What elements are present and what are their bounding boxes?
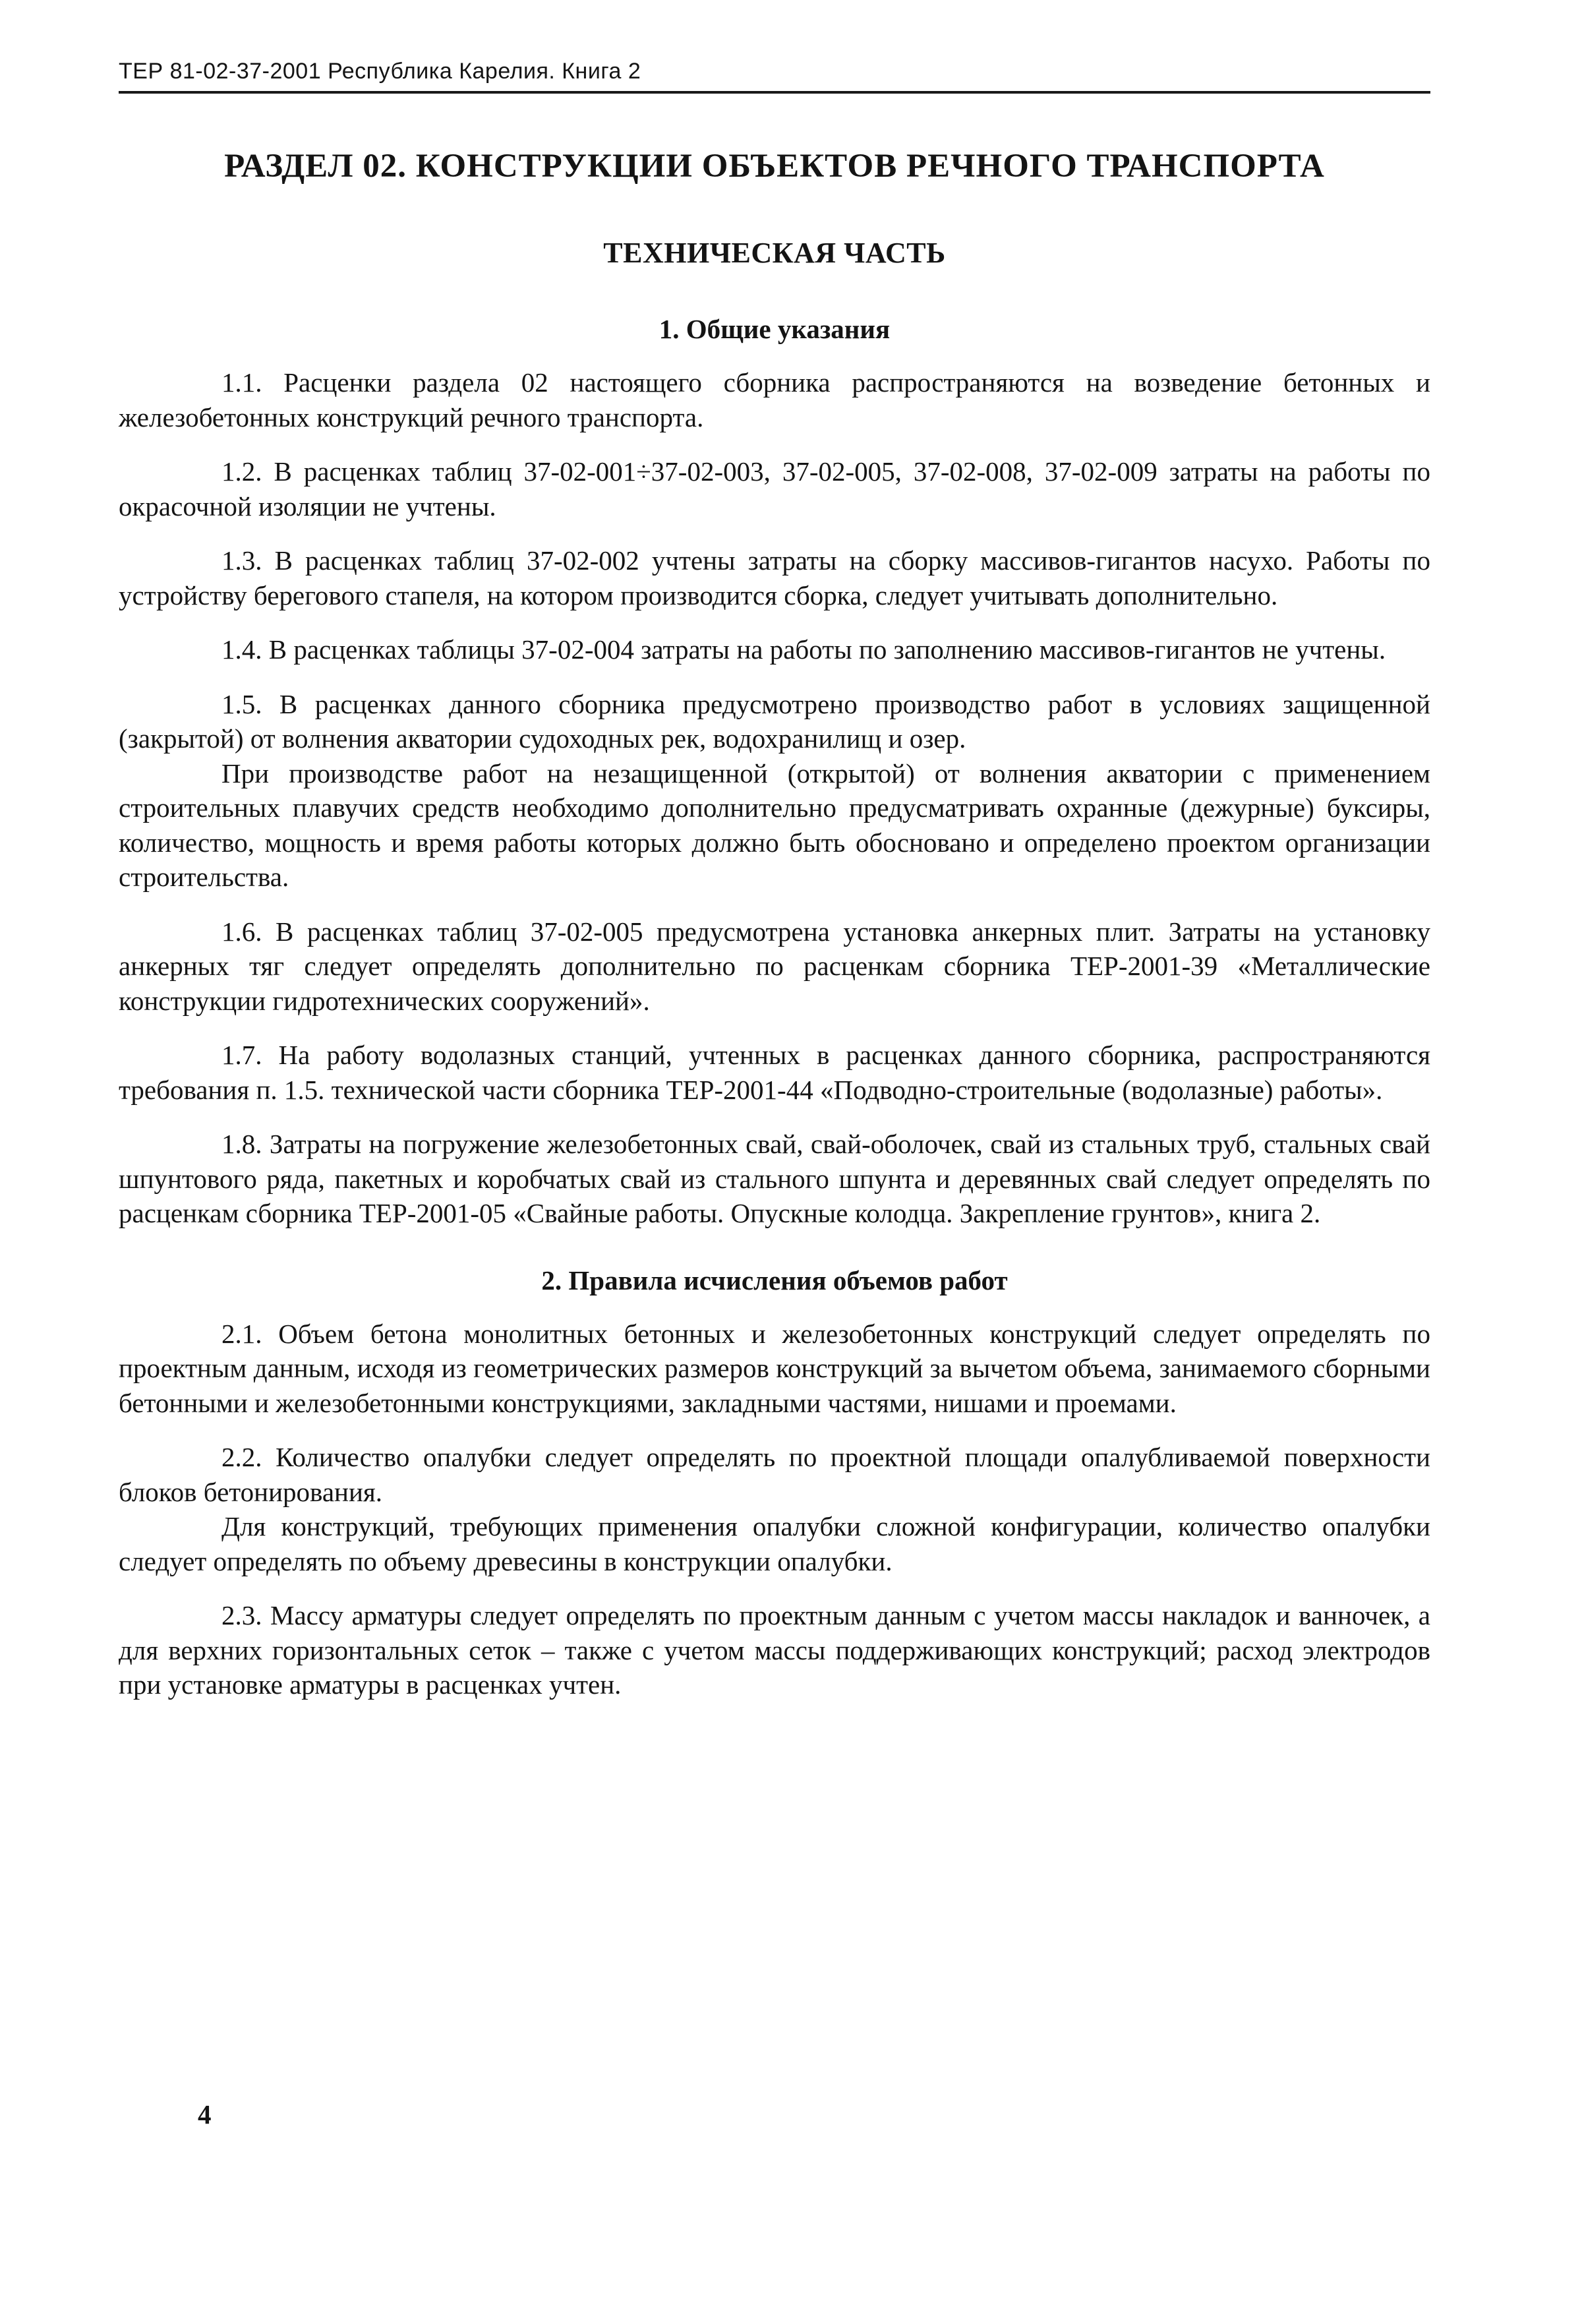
part-title: ТЕХНИЧЕСКАЯ ЧАСТЬ	[603, 237, 946, 269]
paragraph-1-5-continued: При производстве работ на незащищенной (открытой) от волнения акватории с применением строительных плавучих средств необходимо дополнительно предусматривать охранные (дежурные) буксиры, количество, мощность и время работы которых должно быть обосновано и определено проектом организации строительства.	[119, 758, 1430, 892]
paragraph-1-6: 1.6. В расценках таблиц 37-02-005 предусмотрена установка анкерных плит. Затраты на установку анкерных тяг следует определять дополнительно по расценкам сборника ТЕР-2001-39 «Металлические конструкции гидротехнических сооружений».	[119, 916, 1430, 1016]
paragraph-2-1: 2.1. Объем бетона монолитных бетонных и железобетонных конструкций следует определять по проектным данным, исходя из геометрических размеров конструкций за вычетом объема, занимаемого сборными бетонными и железобетонными конструкциями, закладными частями, нишами и проемами.	[119, 1318, 1430, 1418]
paragraph-1-5: 1.5. В расценках данного сборника предусмотрено производство работ в условиях защищенной (закрытой) от волнения акватории судоходных рек, водохранилищ и озер.	[119, 688, 1430, 754]
page-content	[119, 132, 1430, 1702]
paragraph-1-4: 1.4. В расценках таблицы 37-02-004 затраты на работы по заполнению массивов-гигантов не учтены.	[221, 634, 1386, 665]
paragraph-1-2: 1.2. В расценках таблиц 37-02-001÷37-02-003, 37-02-005, 37-02-008, 37-02-009 затраты на работы по окрасочной изоляции не учтены.	[119, 456, 1430, 521]
page-number: 4	[198, 2099, 212, 2130]
running-header	[119, 51, 1430, 94]
paragraph-2-2-continued: Для конструкций, требующих применения опалубки сложной конфигурации, количество опалубки следует определять по объему древесины в конструкции опалубки.	[119, 1511, 1430, 1576]
paragraph-2-3: 2.3. Массу арматуры следует определять по проектным данным с учетом массы накладок и ванночек, а для верхних горизонтальных сеток – также с учетом массы поддерживающих конструкций; расход электродов при установке арматуры в расценках учтен.	[119, 1600, 1430, 1700]
paragraph-1-8: 1.8. Затраты на погружение железобетонных свай, свай-оболочек, свай из стальных труб, стальных свай шпунтового ряда, пакетных и коробчатых свай из стального шпунта и деревянных свай следует определять по расценкам сборника ТЕР-2001-05 «Свайные работы. Опускные колодца. Закрепление грунтов», книга 2.	[119, 1129, 1430, 1228]
paragraph-1-1: 1.1. Расценки раздела 02 настоящего сборника распространяются на возведение бетонных и железобетонных конструкций речного транспорта.	[119, 367, 1430, 432]
paragraph-1-7: 1.7. На работу водолазных станций, учтенных в расценках данного сборника, распространяются требования п. 1.5. технической части сборника ТЕР-2001-44 «Подводно-строительные (водолазные) работы».	[119, 1040, 1430, 1105]
running-header-text: ТЕР 81-02-37-2001 Республика Карелия. Книга 2	[119, 59, 641, 84]
paragraph-2-2: 2.2. Количество опалубки следует определять по проектной площади опалубливаемой поверхности блоков бетонирования.	[119, 1442, 1430, 1507]
subsection-2-title: 2. Правила исчисления объемов работ	[541, 1265, 1008, 1296]
section-title: РАЗДЕЛ 02. КОНСТРУКЦИИ ОБЪЕКТОВ РЕЧНОГО ТРАНСПОРТА	[224, 148, 1325, 185]
paragraph-1-3: 1.3. В расценках таблиц 37-02-002 учтены затраты на сборку массивов-гигантов насухо. Работы по устройству берегового стапеля, на котором производится сборка, следует учитывать дополнительно.	[119, 545, 1430, 611]
subsection-1-title: 1. Общие указания	[659, 314, 891, 344]
